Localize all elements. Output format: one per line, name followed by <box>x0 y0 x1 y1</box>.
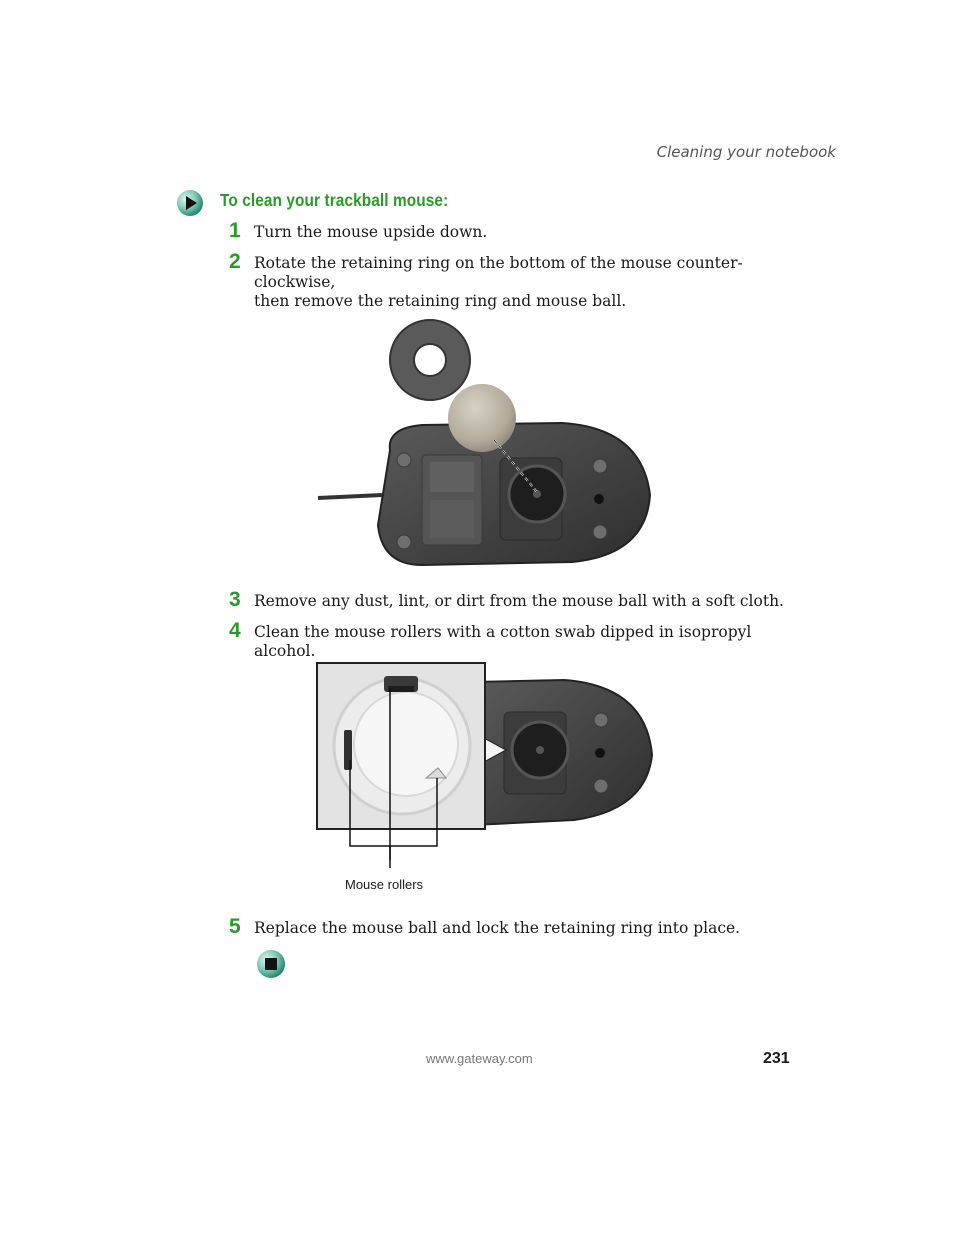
mouse-underside-figure <box>312 310 657 575</box>
side-roller <box>344 730 352 770</box>
step-text: Remove any dust, lint, or dirt from the mouse ball with a soft cloth. <box>254 592 784 610</box>
footer-url: www.gateway.com <box>426 1051 533 1066</box>
step-number: 1 <box>229 219 241 242</box>
section-title: To clean your trackball mouse: <box>220 190 449 210</box>
page-number: 231 <box>763 1050 790 1067</box>
callout-mouse-rollers: Mouse rollers <box>345 877 424 892</box>
step-number: 4 <box>229 619 241 642</box>
mouse-cable <box>318 495 382 498</box>
step-text: Clean the mouse rollers with a cotton swab dipped in isopropyl alcohol. <box>254 623 752 660</box>
step-text <box>254 254 814 311</box>
step-number: 5 <box>229 915 241 938</box>
step-number: 2 <box>229 250 241 273</box>
step-text: Turn the mouse upside down. <box>254 223 488 241</box>
play-arrow-icon <box>176 189 204 217</box>
mouse-ball <box>448 384 516 452</box>
step-text-line: then remove the retaining ring and mouse ball. <box>254 292 627 310</box>
mouse-rollers-figure <box>314 660 659 900</box>
running-head: Cleaning your notebook <box>656 143 836 161</box>
step-text-line: Rotate the retaining ring on the bottom of the mouse counter-clockwise, <box>254 254 743 291</box>
step-text: Replace the mouse ball and lock the retaining ring into place. <box>254 919 741 937</box>
step-number: 3 <box>229 588 241 611</box>
stop-square-icon <box>256 949 286 979</box>
